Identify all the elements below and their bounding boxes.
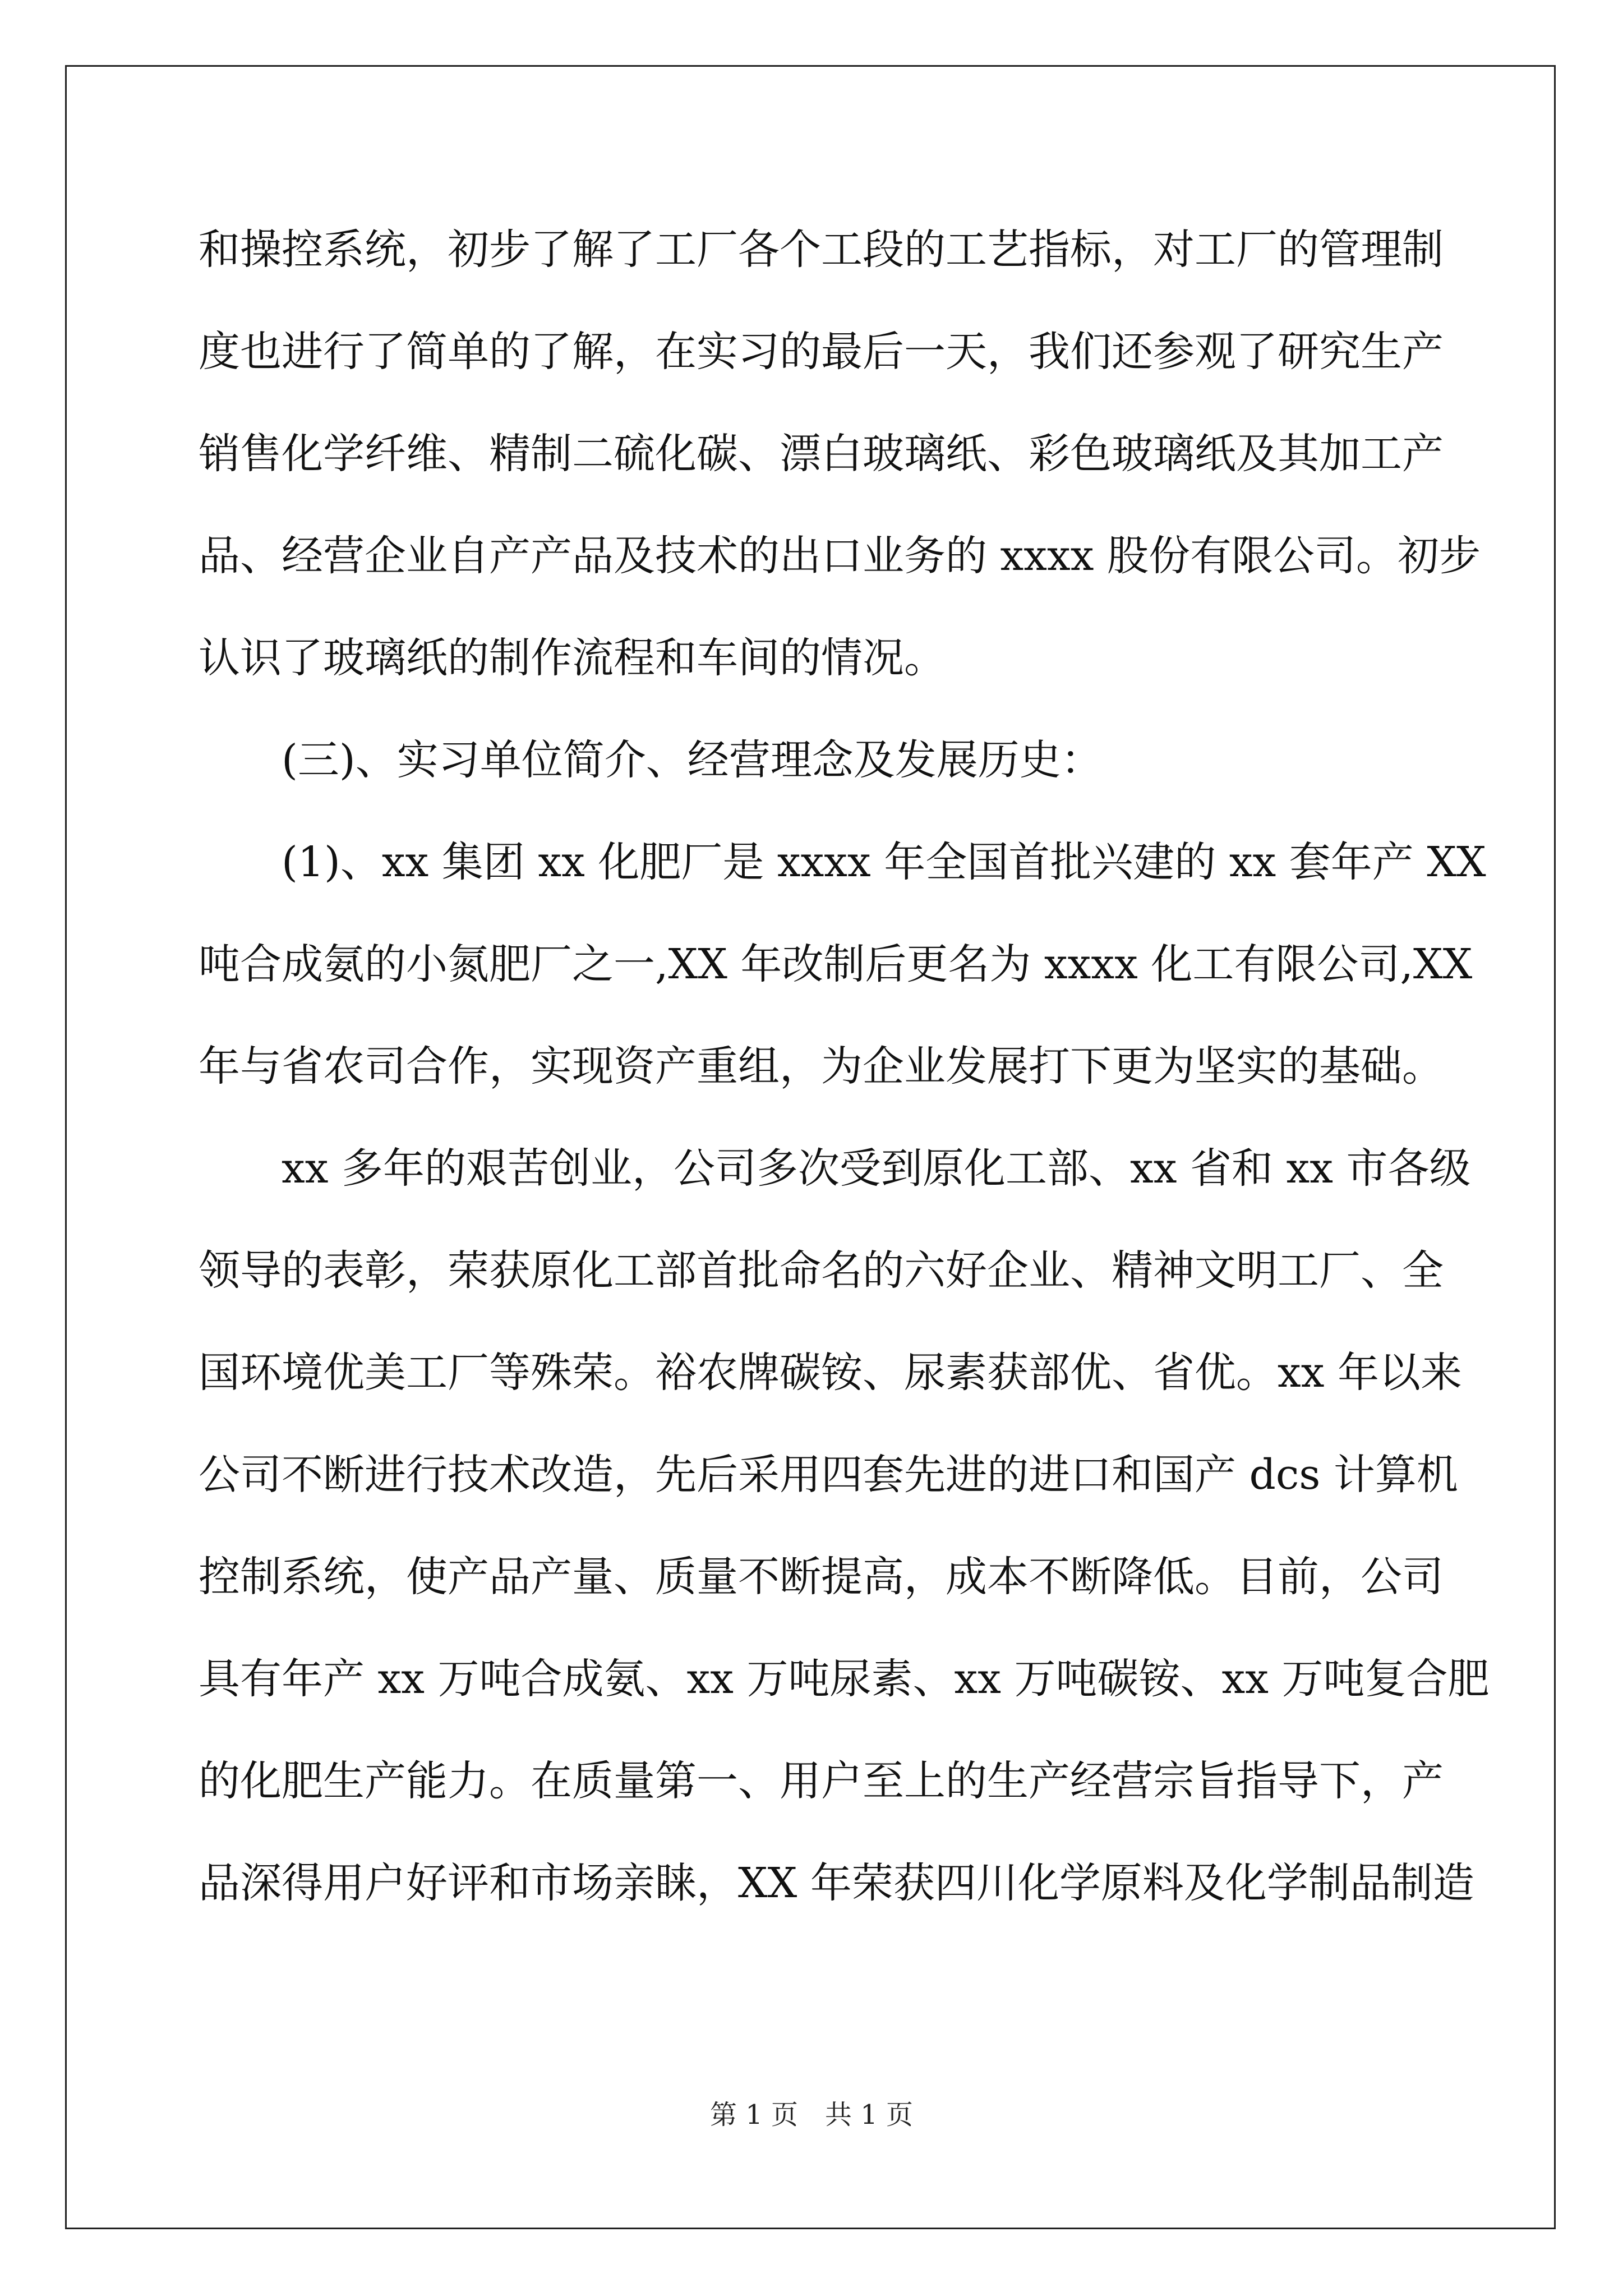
paragraph-line: 具有年产 xx 万吨合成氨、xx 万吨尿素、xx 万吨碳铵、xx 万吨复合肥	[199, 1655, 1490, 1703]
paragraph-line: xx 多年的艰苦创业，公司多次受到原化工部、xx 省和 xx 市各级	[282, 1144, 1471, 1193]
paragraph-line: 认识了玻璃纸的制作流程和车间的情况。	[199, 634, 946, 682]
paragraph-line: 度也进行了简单的了解，在实习的最后一天，我们还参观了研究生产	[199, 328, 1444, 376]
paragraph-line: 销售化学纤维、精制二硫化碳、漂白玻璃纸、彩色玻璃纸及其加工产	[199, 430, 1444, 478]
paragraph-line: (1)、xx 集团 xx 化肥厂是 xxxx 年全国首批兴建的 xx 套年产 XX	[282, 838, 1486, 886]
paragraph-line: 品深得用户好评和市场亲睐，XX 年荣获四川化学原料及化学制品制造	[199, 1859, 1474, 1907]
paragraph-line: 和操控系统，初步了解了工厂各个工段的工艺指标，对工厂的管理制	[199, 226, 1444, 274]
paragraph-line: 领导的表彰，荣获原化工部首批命名的六好企业、精神文明工厂、全	[199, 1246, 1444, 1295]
paragraph-line: 公司不断进行技术改造，先后采用四套先进的进口和国产 dcs 计算机	[199, 1451, 1458, 1499]
paragraph-line: 品、经营企业自产产品及技术的出口业务的 xxxx 股份有限公司。初步	[199, 532, 1481, 580]
section-heading: (三)、实习单位简介、经营理念及发展历史：	[282, 736, 1103, 784]
page-footer: 第 1 页 共 1 页	[709, 2099, 914, 2131]
paragraph-line: 的化肥生产能力。在质量第一、用户至上的生产经营宗旨指导下，产	[199, 1757, 1444, 1805]
paragraph-line: 国环境优美工厂等殊荣。裕农牌碳铵、尿素获部优、省优。xx 年以来	[199, 1349, 1462, 1397]
paragraph-line: 控制系统，使产品产量、质量不断提高，成本不断降低。目前，公司	[199, 1553, 1444, 1601]
paragraph-line: 吨合成氨的小氮肥厂之一,XX 年改制后更名为 xxxx 化工有限公司,XX	[199, 940, 1473, 988]
paragraph-line: 年与省农司合作，实现资产重组，为企业发展打下更为坚实的基础。	[199, 1042, 1444, 1091]
